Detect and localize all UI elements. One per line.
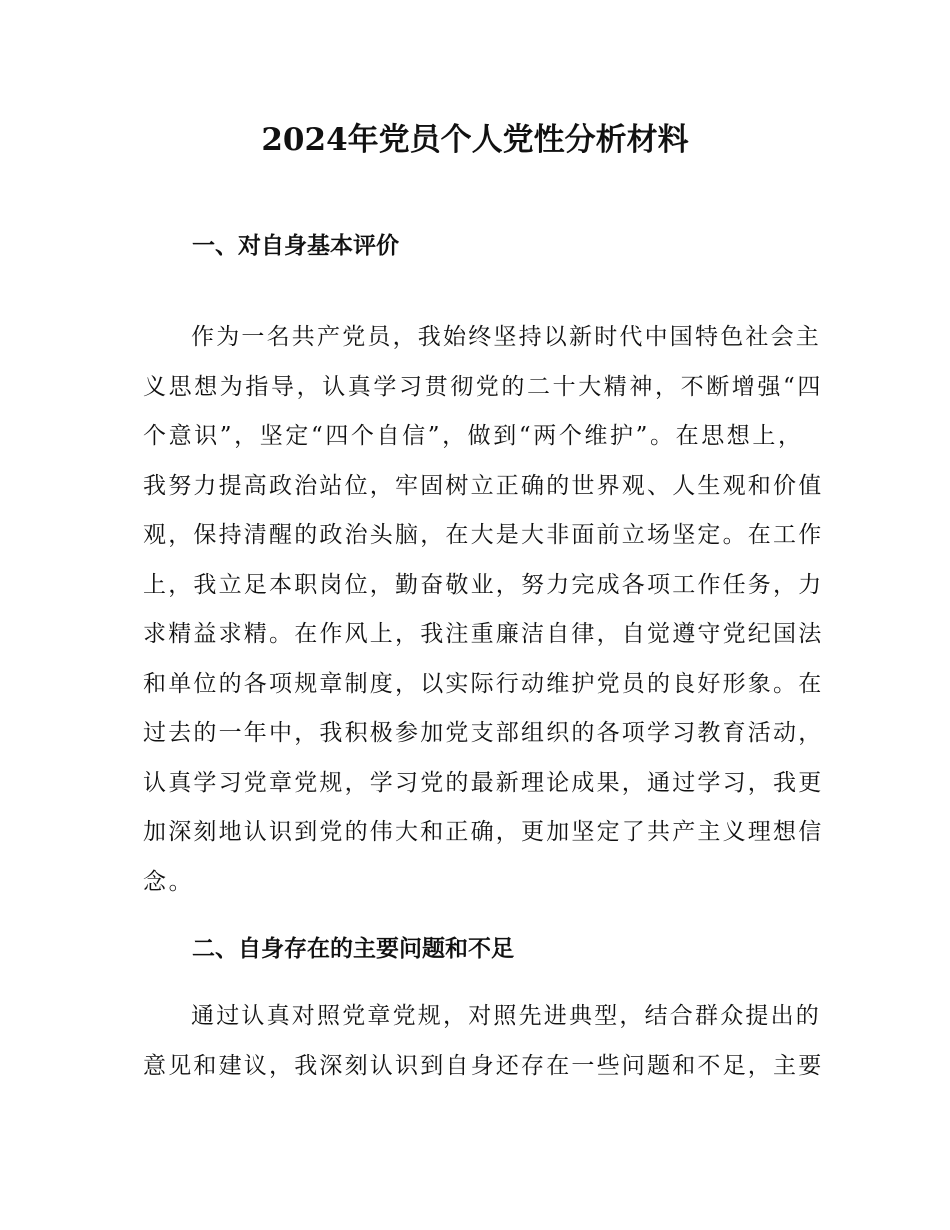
section-heading-problems: 二、自身存在的主要问题和不足 bbox=[192, 936, 514, 962]
paragraph-line: 我努力提高政治站位，牢固树立正确的世界观、人生观和价值 bbox=[143, 472, 824, 499]
paragraph-line: 意见和建议，我深刻认识到自身还存在一些问题和不足，主要 bbox=[143, 1052, 824, 1079]
document-title: 2024年党员个人党性分析材料 bbox=[261, 122, 689, 158]
section-body-self-evaluation bbox=[143, 313, 823, 907]
paragraph-line: 义思想为指导，认真学习贯彻党的二十大精神，不断增强“四 bbox=[143, 373, 823, 400]
paragraph-line: 过去的一年中，我积极参加党支部组织的各项学习教育活动， bbox=[143, 720, 824, 746]
paragraph-line: 作为一名共产党员，我始终坚持以新时代中国特色社会主 bbox=[191, 324, 821, 350]
paragraph-line: 观，保持清醒的政治头脑，在大是大非面前立场坚定。在工作 bbox=[143, 522, 824, 548]
paragraph-line: 求精益求精。在作风上，我注重廉洁自律，自觉遵守党纪国法 bbox=[143, 621, 824, 647]
section-heading-self-evaluation: 一、对自身基本评价 bbox=[192, 233, 399, 259]
paragraph-line: 和单位的各项规章制度，以实际行动维护党员的良好形象。在 bbox=[143, 670, 824, 697]
section-body-problems bbox=[143, 992, 823, 1091]
paragraph-line: 通过认真对照党章党规，对照先进典型，结合群众提出的 bbox=[191, 1003, 821, 1029]
paragraph-line: 上，我立足本职岗位，勤奋敬业，努力完成各项工作任务，力 bbox=[143, 571, 824, 598]
paragraph-line: 念。 bbox=[143, 868, 195, 895]
paragraph-line: 个意识”，坚定“四个自信”，做到“两个维护”。在思想上， bbox=[143, 423, 804, 449]
paragraph-line: 认真学习党章党规，学习党的最新理论成果，通过学习，我更 bbox=[143, 769, 824, 796]
paragraph-line: 加深刻地认识到党的伟大和正确，更加坚定了共产主义理想信 bbox=[143, 819, 824, 845]
